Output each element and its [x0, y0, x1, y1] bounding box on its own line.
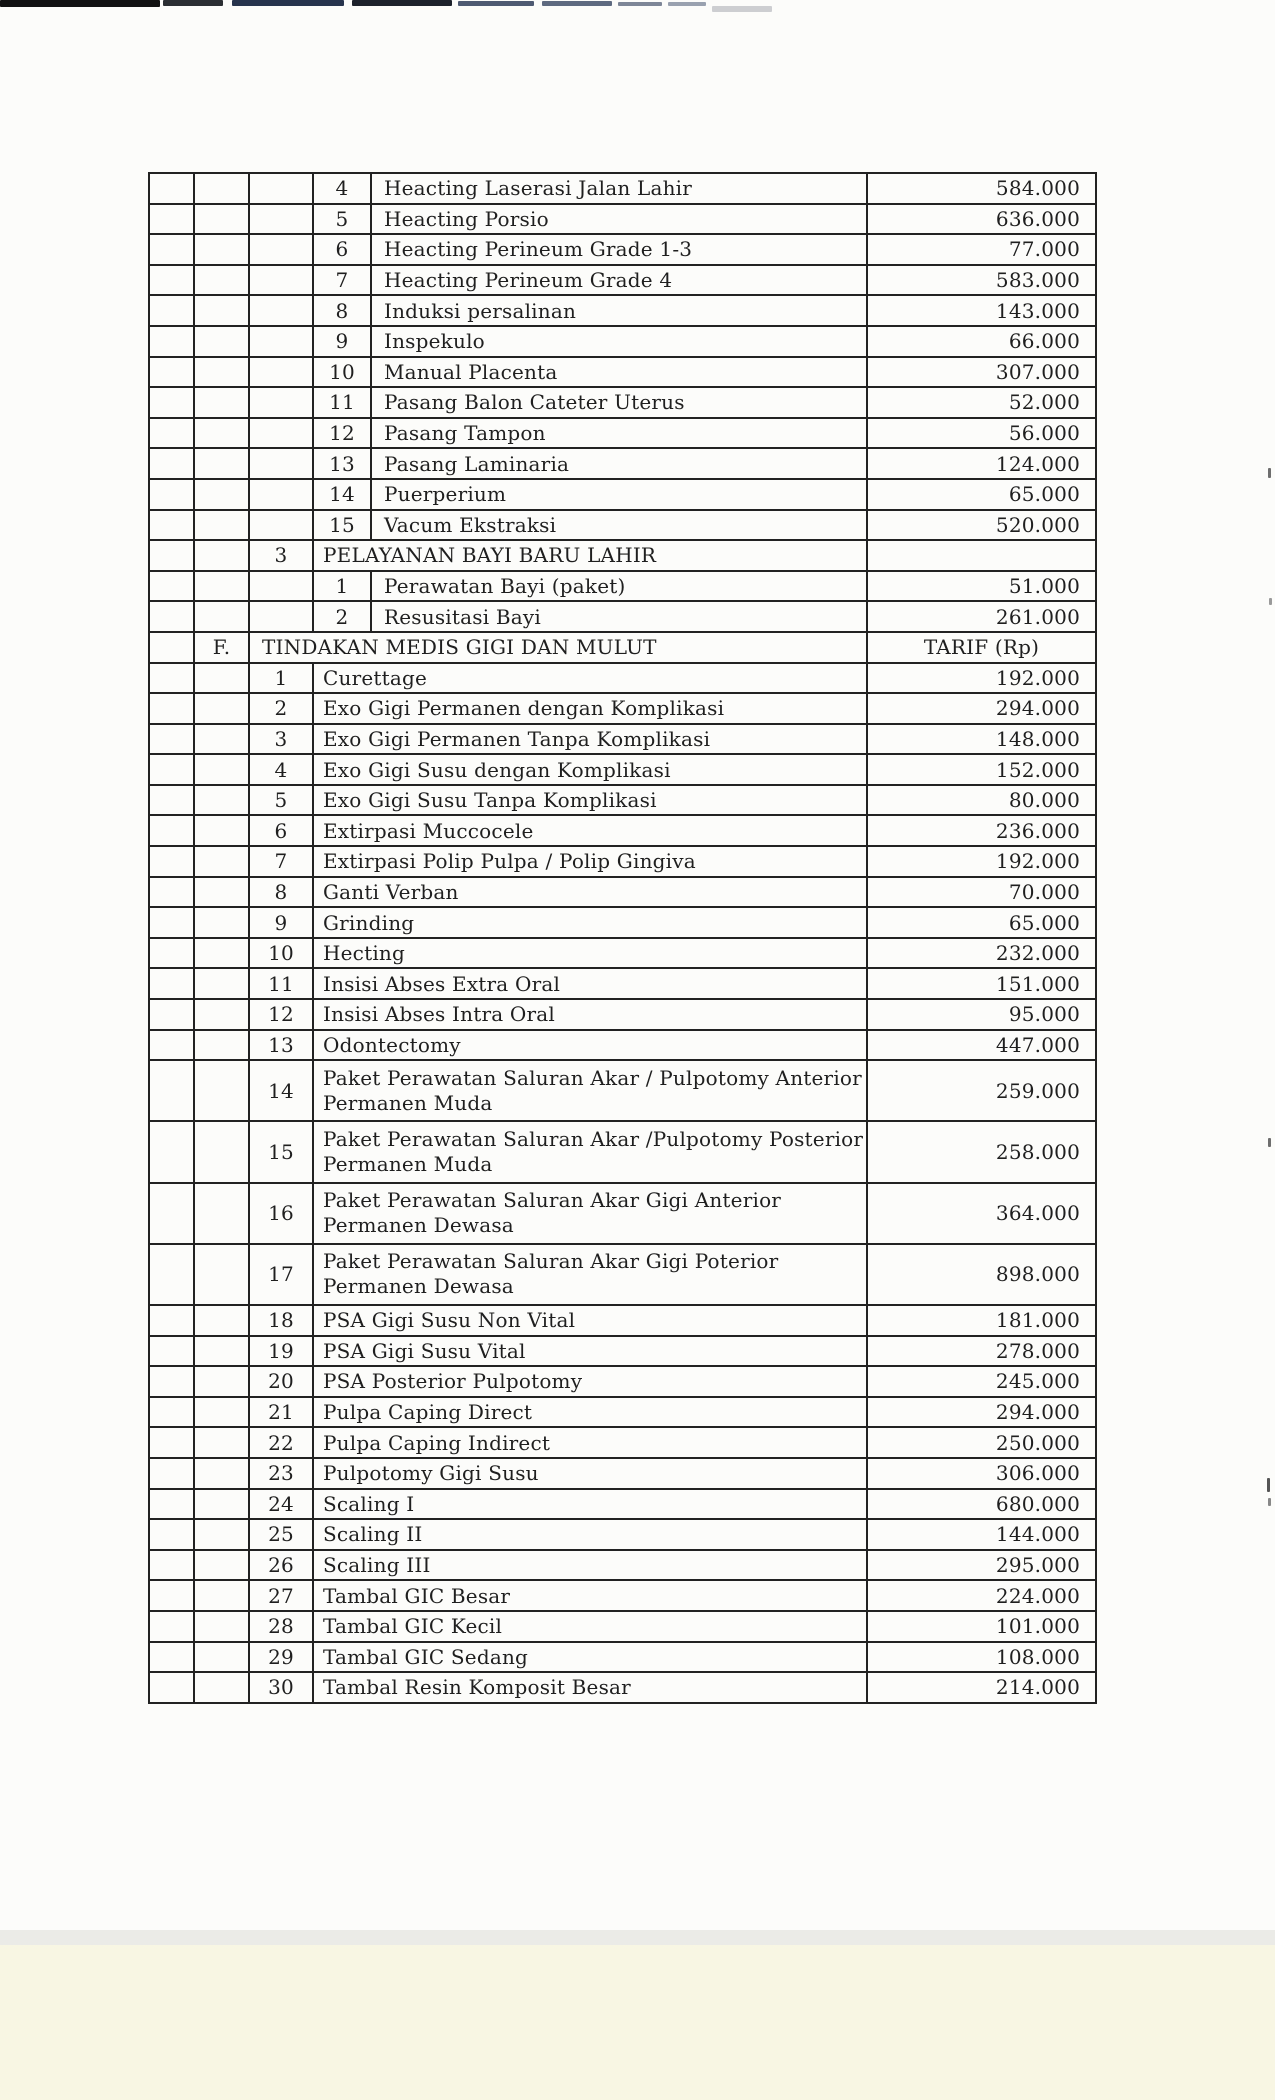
item-name: Tambal GIC Besar	[314, 1581, 868, 1610]
empty-cell	[195, 664, 250, 693]
item-name: Tambal GIC Kecil	[314, 1612, 868, 1641]
item-tarif: 80.000	[868, 786, 1097, 815]
item-name: Puerperium	[372, 480, 868, 509]
item-name: Pulpa Caping Indirect	[314, 1428, 868, 1457]
table-row	[150, 1245, 1097, 1306]
empty-cell	[150, 511, 195, 540]
table-row	[150, 1398, 1097, 1429]
empty-cell	[150, 1643, 195, 1672]
item-name: PSA Gigi Susu Vital	[314, 1337, 868, 1366]
table-row	[150, 1367, 1097, 1398]
empty-cell	[250, 480, 314, 509]
item-number: 28	[250, 1612, 314, 1641]
section-header-row	[150, 633, 1097, 664]
item-number: 15	[250, 1122, 314, 1181]
empty-cell	[150, 1673, 195, 1702]
empty-cell	[150, 205, 195, 234]
item-tarif: 583.000	[868, 266, 1097, 295]
scan-speck	[1268, 1498, 1271, 1506]
item-tarif: 56.000	[868, 419, 1097, 448]
item-name: Scaling II	[314, 1520, 868, 1549]
item-tarif: 232.000	[868, 939, 1097, 968]
tariff-table	[148, 172, 1097, 1704]
item-tarif: 143.000	[868, 296, 1097, 325]
table-row	[150, 296, 1097, 327]
item-number: 26	[250, 1551, 314, 1580]
item-tarif: 192.000	[868, 847, 1097, 876]
item-tarif: 124.000	[868, 449, 1097, 478]
table-row	[150, 266, 1097, 297]
item-name: Pulpotomy Gigi Susu	[314, 1459, 868, 1488]
empty-cell	[150, 878, 195, 907]
item-tarif: 77.000	[868, 235, 1097, 264]
empty-cell	[195, 1398, 250, 1427]
item-name: Paket Perawatan Saluran Akar /Pulpotomy Posterior Permanen Muda	[314, 1122, 868, 1181]
item-name: Pulpa Caping Direct	[314, 1398, 868, 1427]
table-row	[150, 511, 1097, 542]
item-number: 4	[250, 755, 314, 784]
empty-cell	[250, 511, 314, 540]
item-name: Tambal Resin Komposit Besar	[314, 1673, 868, 1702]
section-title: PELAYANAN BAYI BARU LAHIR	[314, 541, 868, 570]
item-tarif: 520.000	[868, 511, 1097, 540]
empty-cell	[150, 358, 195, 387]
section-number: 3	[250, 541, 314, 570]
empty-cell	[195, 1000, 250, 1029]
item-number: 29	[250, 1643, 314, 1672]
empty-cell	[150, 1459, 195, 1488]
scan-speck	[1269, 598, 1272, 605]
empty-cell	[195, 235, 250, 264]
empty-cell	[150, 1367, 195, 1396]
empty-cell	[195, 419, 250, 448]
section-letter: F.	[195, 633, 250, 662]
table-row	[150, 174, 1097, 205]
empty-cell	[195, 205, 250, 234]
section-title: TINDAKAN MEDIS GIGI DAN MULUT	[250, 633, 868, 662]
item-tarif: 214.000	[868, 1673, 1097, 1702]
empty-cell	[150, 174, 195, 203]
empty-cell	[250, 572, 314, 601]
empty-cell	[150, 939, 195, 968]
empty-cell	[150, 1245, 195, 1304]
item-number: 2	[250, 694, 314, 723]
item-name: Exo Gigi Permanen dengan Komplikasi	[314, 694, 868, 723]
table-row	[150, 725, 1097, 756]
empty-cell	[150, 1520, 195, 1549]
empty-cell	[150, 1061, 195, 1120]
empty-cell	[195, 602, 250, 631]
item-name: Pasang Balon Cateter Uterus	[372, 388, 868, 417]
empty-cell	[150, 1428, 195, 1457]
item-tarif: 66.000	[868, 327, 1097, 356]
item-tarif: 65.000	[868, 908, 1097, 937]
table-row	[150, 235, 1097, 266]
item-name: Extirpasi Polip Pulpa / Polip Gingiva	[314, 847, 868, 876]
item-name: Ganti Verban	[314, 878, 868, 907]
item-number: 8	[250, 878, 314, 907]
item-number: 5	[250, 786, 314, 815]
table-row	[150, 1061, 1097, 1122]
empty-cell	[250, 419, 314, 448]
item-name: PSA Posterior Pulpotomy	[314, 1367, 868, 1396]
item-number: 20	[250, 1367, 314, 1396]
empty-cell	[195, 511, 250, 540]
scan-artifact-next-page	[0, 1945, 1275, 2100]
empty-cell	[195, 1428, 250, 1457]
item-name: Paket Perawatan Saluran Akar Gigi Poterior Permanen Dewasa	[314, 1245, 868, 1304]
empty-cell	[195, 541, 250, 570]
empty-cell	[150, 1031, 195, 1060]
item-name: Paket Perawatan Saluran Akar Gigi Anterior Permanen Dewasa	[314, 1184, 868, 1243]
item-name: Scaling III	[314, 1551, 868, 1580]
table-row	[150, 969, 1097, 1000]
item-number: 7	[250, 847, 314, 876]
empty-cell	[195, 1581, 250, 1610]
item-tarif: 224.000	[868, 1581, 1097, 1610]
table-row	[150, 1000, 1097, 1031]
empty-cell	[250, 205, 314, 234]
item-tarif: 295.000	[868, 1551, 1097, 1580]
empty-cell	[195, 755, 250, 784]
item-number: 27	[250, 1581, 314, 1610]
empty-cell	[150, 633, 195, 662]
empty-cell	[195, 174, 250, 203]
empty-cell	[150, 1122, 195, 1181]
empty-cell	[150, 847, 195, 876]
empty-cell	[195, 969, 250, 998]
item-tarif: 181.000	[868, 1306, 1097, 1335]
item-number: 17	[250, 1245, 314, 1304]
item-number: 10	[250, 939, 314, 968]
empty-cell	[150, 755, 195, 784]
empty-cell	[150, 266, 195, 295]
item-tarif: 95.000	[868, 1000, 1097, 1029]
tarif-column-header: TARIF (Rp)	[868, 633, 1097, 662]
table-row	[150, 419, 1097, 450]
empty-cell	[250, 449, 314, 478]
scan-artifact-page-edge	[0, 1930, 1275, 1945]
table-row	[150, 847, 1097, 878]
item-tarif: 898.000	[868, 1245, 1097, 1304]
table-row	[150, 1459, 1097, 1490]
empty-cell	[150, 449, 195, 478]
item-number: 14	[250, 1061, 314, 1120]
empty-cell	[195, 725, 250, 754]
item-tarif: 152.000	[868, 755, 1097, 784]
empty-cell	[195, 1367, 250, 1396]
empty-cell	[150, 1490, 195, 1519]
table-row	[150, 1643, 1097, 1674]
item-tarif: 65.000	[868, 480, 1097, 509]
item-tarif: 258.000	[868, 1122, 1097, 1181]
item-number: 15	[314, 511, 372, 540]
empty-cell	[195, 358, 250, 387]
item-name: Resusitasi Bayi	[372, 602, 868, 631]
empty-cell	[150, 480, 195, 509]
item-tarif: 236.000	[868, 816, 1097, 845]
item-number: 5	[314, 205, 372, 234]
empty-cell	[195, 327, 250, 356]
item-number: 1	[250, 664, 314, 693]
table-row	[150, 358, 1097, 389]
table-row	[150, 480, 1097, 511]
empty-cell	[250, 266, 314, 295]
empty-cell	[150, 235, 195, 264]
item-name: Hecting	[314, 939, 868, 968]
item-name: Heacting Laserasi Jalan Lahir	[372, 174, 868, 203]
table-row	[150, 664, 1097, 695]
empty-cell	[195, 1673, 250, 1702]
empty-cell	[195, 1643, 250, 1672]
empty-cell	[150, 1551, 195, 1580]
empty-cell	[195, 1031, 250, 1060]
item-name: Tambal GIC Sedang	[314, 1643, 868, 1672]
empty-cell	[250, 327, 314, 356]
table-row	[150, 939, 1097, 970]
item-name: Heacting Porsio	[372, 205, 868, 234]
empty-cell	[195, 908, 250, 937]
empty-cell	[150, 969, 195, 998]
table-row	[150, 327, 1097, 358]
item-number: 2	[314, 602, 372, 631]
item-name: Grinding	[314, 908, 868, 937]
empty-cell	[195, 1061, 250, 1120]
empty-cell	[150, 419, 195, 448]
table-row	[150, 205, 1097, 236]
item-number: 30	[250, 1673, 314, 1702]
table-row	[150, 1490, 1097, 1521]
empty-cell	[150, 388, 195, 417]
empty-cell	[250, 358, 314, 387]
item-number: 9	[250, 908, 314, 937]
table-row	[150, 878, 1097, 909]
item-name: Manual Placenta	[372, 358, 868, 387]
item-tarif: 306.000	[868, 1459, 1097, 1488]
empty-cell	[195, 1551, 250, 1580]
item-number: 11	[250, 969, 314, 998]
empty-cell	[195, 694, 250, 723]
table-row	[150, 572, 1097, 603]
empty-cell	[195, 878, 250, 907]
item-tarif: 52.000	[868, 388, 1097, 417]
item-number: 18	[250, 1306, 314, 1335]
empty-cell	[150, 1000, 195, 1029]
item-number: 21	[250, 1398, 314, 1427]
item-number: 3	[250, 725, 314, 754]
table-row	[150, 1428, 1097, 1459]
item-name: Scaling I	[314, 1490, 868, 1519]
item-tarif: 148.000	[868, 725, 1097, 754]
item-number: 9	[314, 327, 372, 356]
item-name: PSA Gigi Susu Non Vital	[314, 1306, 868, 1335]
empty-cell	[195, 572, 250, 601]
section-header-row	[150, 541, 1097, 572]
empty-cell	[150, 1184, 195, 1243]
item-number: 6	[314, 235, 372, 264]
empty-cell	[150, 816, 195, 845]
item-tarif: 70.000	[868, 878, 1097, 907]
empty-cell	[150, 296, 195, 325]
table-row	[150, 786, 1097, 817]
item-tarif: 294.000	[868, 694, 1097, 723]
item-name: Exo Gigi Permanen Tanpa Komplikasi	[314, 725, 868, 754]
table-row	[150, 1581, 1097, 1612]
item-name: Perawatan Bayi (paket)	[372, 572, 868, 601]
item-name: Inspekulo	[372, 327, 868, 356]
item-name: Exo Gigi Susu Tanpa Komplikasi	[314, 786, 868, 815]
item-tarif: 680.000	[868, 1490, 1097, 1519]
item-number: 6	[250, 816, 314, 845]
empty-cell	[195, 1490, 250, 1519]
empty-cell	[195, 816, 250, 845]
empty-cell	[195, 1245, 250, 1304]
item-tarif: 192.000	[868, 664, 1097, 693]
empty-cell	[150, 327, 195, 356]
empty-cell	[195, 266, 250, 295]
item-tarif: 294.000	[868, 1398, 1097, 1427]
item-number: 25	[250, 1520, 314, 1549]
item-tarif: 307.000	[868, 358, 1097, 387]
item-number: 1	[314, 572, 372, 601]
item-number: 14	[314, 480, 372, 509]
empty-cell	[150, 908, 195, 937]
item-number: 4	[314, 174, 372, 203]
item-tarif: 636.000	[868, 205, 1097, 234]
item-tarif: 245.000	[868, 1367, 1097, 1396]
empty-cell	[195, 1612, 250, 1641]
item-number: 13	[250, 1031, 314, 1060]
item-name: Pasang Laminaria	[372, 449, 868, 478]
empty-cell	[150, 602, 195, 631]
item-number: 12	[250, 1000, 314, 1029]
item-tarif: 261.000	[868, 602, 1097, 631]
table-row	[150, 694, 1097, 725]
empty-cell	[150, 1337, 195, 1366]
table-row	[150, 755, 1097, 786]
item-tarif: 101.000	[868, 1612, 1097, 1641]
item-number: 12	[314, 419, 372, 448]
empty-cell	[250, 235, 314, 264]
empty-cell	[250, 174, 314, 203]
item-number: 16	[250, 1184, 314, 1243]
item-name: Insisi Abses Extra Oral	[314, 969, 868, 998]
empty-cell	[150, 1398, 195, 1427]
item-tarif: 278.000	[868, 1337, 1097, 1366]
item-tarif: 250.000	[868, 1428, 1097, 1457]
scan-speck	[1267, 1478, 1270, 1492]
item-tarif: 584.000	[868, 174, 1097, 203]
table-row	[150, 816, 1097, 847]
item-number: 10	[314, 358, 372, 387]
empty-cell	[150, 1306, 195, 1335]
item-tarif: 51.000	[868, 572, 1097, 601]
table-row	[150, 1520, 1097, 1551]
table-row	[150, 1306, 1097, 1337]
table-row	[150, 602, 1097, 633]
empty-cell	[150, 1612, 195, 1641]
empty-cell	[195, 1459, 250, 1488]
item-name: Paket Perawatan Saluran Akar / Pulpotomy Anterior Permanen Muda	[314, 1061, 868, 1120]
item-number: 19	[250, 1337, 314, 1366]
empty-cell	[250, 296, 314, 325]
empty-cell	[195, 1122, 250, 1181]
scan-artifact-top-edge	[0, 0, 1275, 18]
empty-cell	[195, 388, 250, 417]
table-row	[150, 388, 1097, 419]
empty-cell	[195, 1184, 250, 1243]
table-row	[150, 1551, 1097, 1582]
item-tarif: 364.000	[868, 1184, 1097, 1243]
empty-cell	[250, 602, 314, 631]
item-number: 11	[314, 388, 372, 417]
empty-cell	[150, 725, 195, 754]
table-row	[150, 1612, 1097, 1643]
item-number: 13	[314, 449, 372, 478]
empty-cell	[195, 449, 250, 478]
empty-cell	[195, 847, 250, 876]
scan-speck	[1268, 468, 1271, 478]
empty-cell	[195, 1337, 250, 1366]
table-row	[150, 908, 1097, 939]
table-row	[150, 1122, 1097, 1183]
item-name: Heacting Perineum Grade 4	[372, 266, 868, 295]
table-row	[150, 1184, 1097, 1245]
table-row	[150, 1673, 1097, 1704]
empty-cell	[195, 1520, 250, 1549]
empty-cell	[250, 388, 314, 417]
item-name: Odontectomy	[314, 1031, 868, 1060]
empty-cell	[150, 1581, 195, 1610]
item-tarif: 259.000	[868, 1061, 1097, 1120]
empty-cell	[150, 572, 195, 601]
empty-cell	[150, 786, 195, 815]
table-row	[150, 449, 1097, 480]
tarif-cell	[868, 541, 1097, 570]
item-name: Heacting Perineum Grade 1-3	[372, 235, 868, 264]
item-name: Extirpasi Muccocele	[314, 816, 868, 845]
item-tarif: 108.000	[868, 1643, 1097, 1672]
empty-cell	[195, 786, 250, 815]
item-name: Vacum Ekstraksi	[372, 511, 868, 540]
empty-cell	[150, 541, 195, 570]
table-row	[150, 1031, 1097, 1062]
empty-cell	[150, 694, 195, 723]
empty-cell	[150, 664, 195, 693]
table-row	[150, 1337, 1097, 1368]
item-name: Pasang Tampon	[372, 419, 868, 448]
item-name: Curettage	[314, 664, 868, 693]
item-name: Induksi persalinan	[372, 296, 868, 325]
empty-cell	[195, 296, 250, 325]
item-tarif: 151.000	[868, 969, 1097, 998]
item-name: Exo Gigi Susu dengan Komplikasi	[314, 755, 868, 784]
item-tarif: 447.000	[868, 1031, 1097, 1060]
empty-cell	[195, 480, 250, 509]
item-number: 7	[314, 266, 372, 295]
empty-cell	[195, 939, 250, 968]
item-number: 23	[250, 1459, 314, 1488]
item-number: 22	[250, 1428, 314, 1457]
scan-speck	[1268, 1138, 1271, 1147]
item-name: Insisi Abses Intra Oral	[314, 1000, 868, 1029]
empty-cell	[195, 1306, 250, 1335]
item-number: 24	[250, 1490, 314, 1519]
item-number: 8	[314, 296, 372, 325]
item-tarif: 144.000	[868, 1520, 1097, 1549]
